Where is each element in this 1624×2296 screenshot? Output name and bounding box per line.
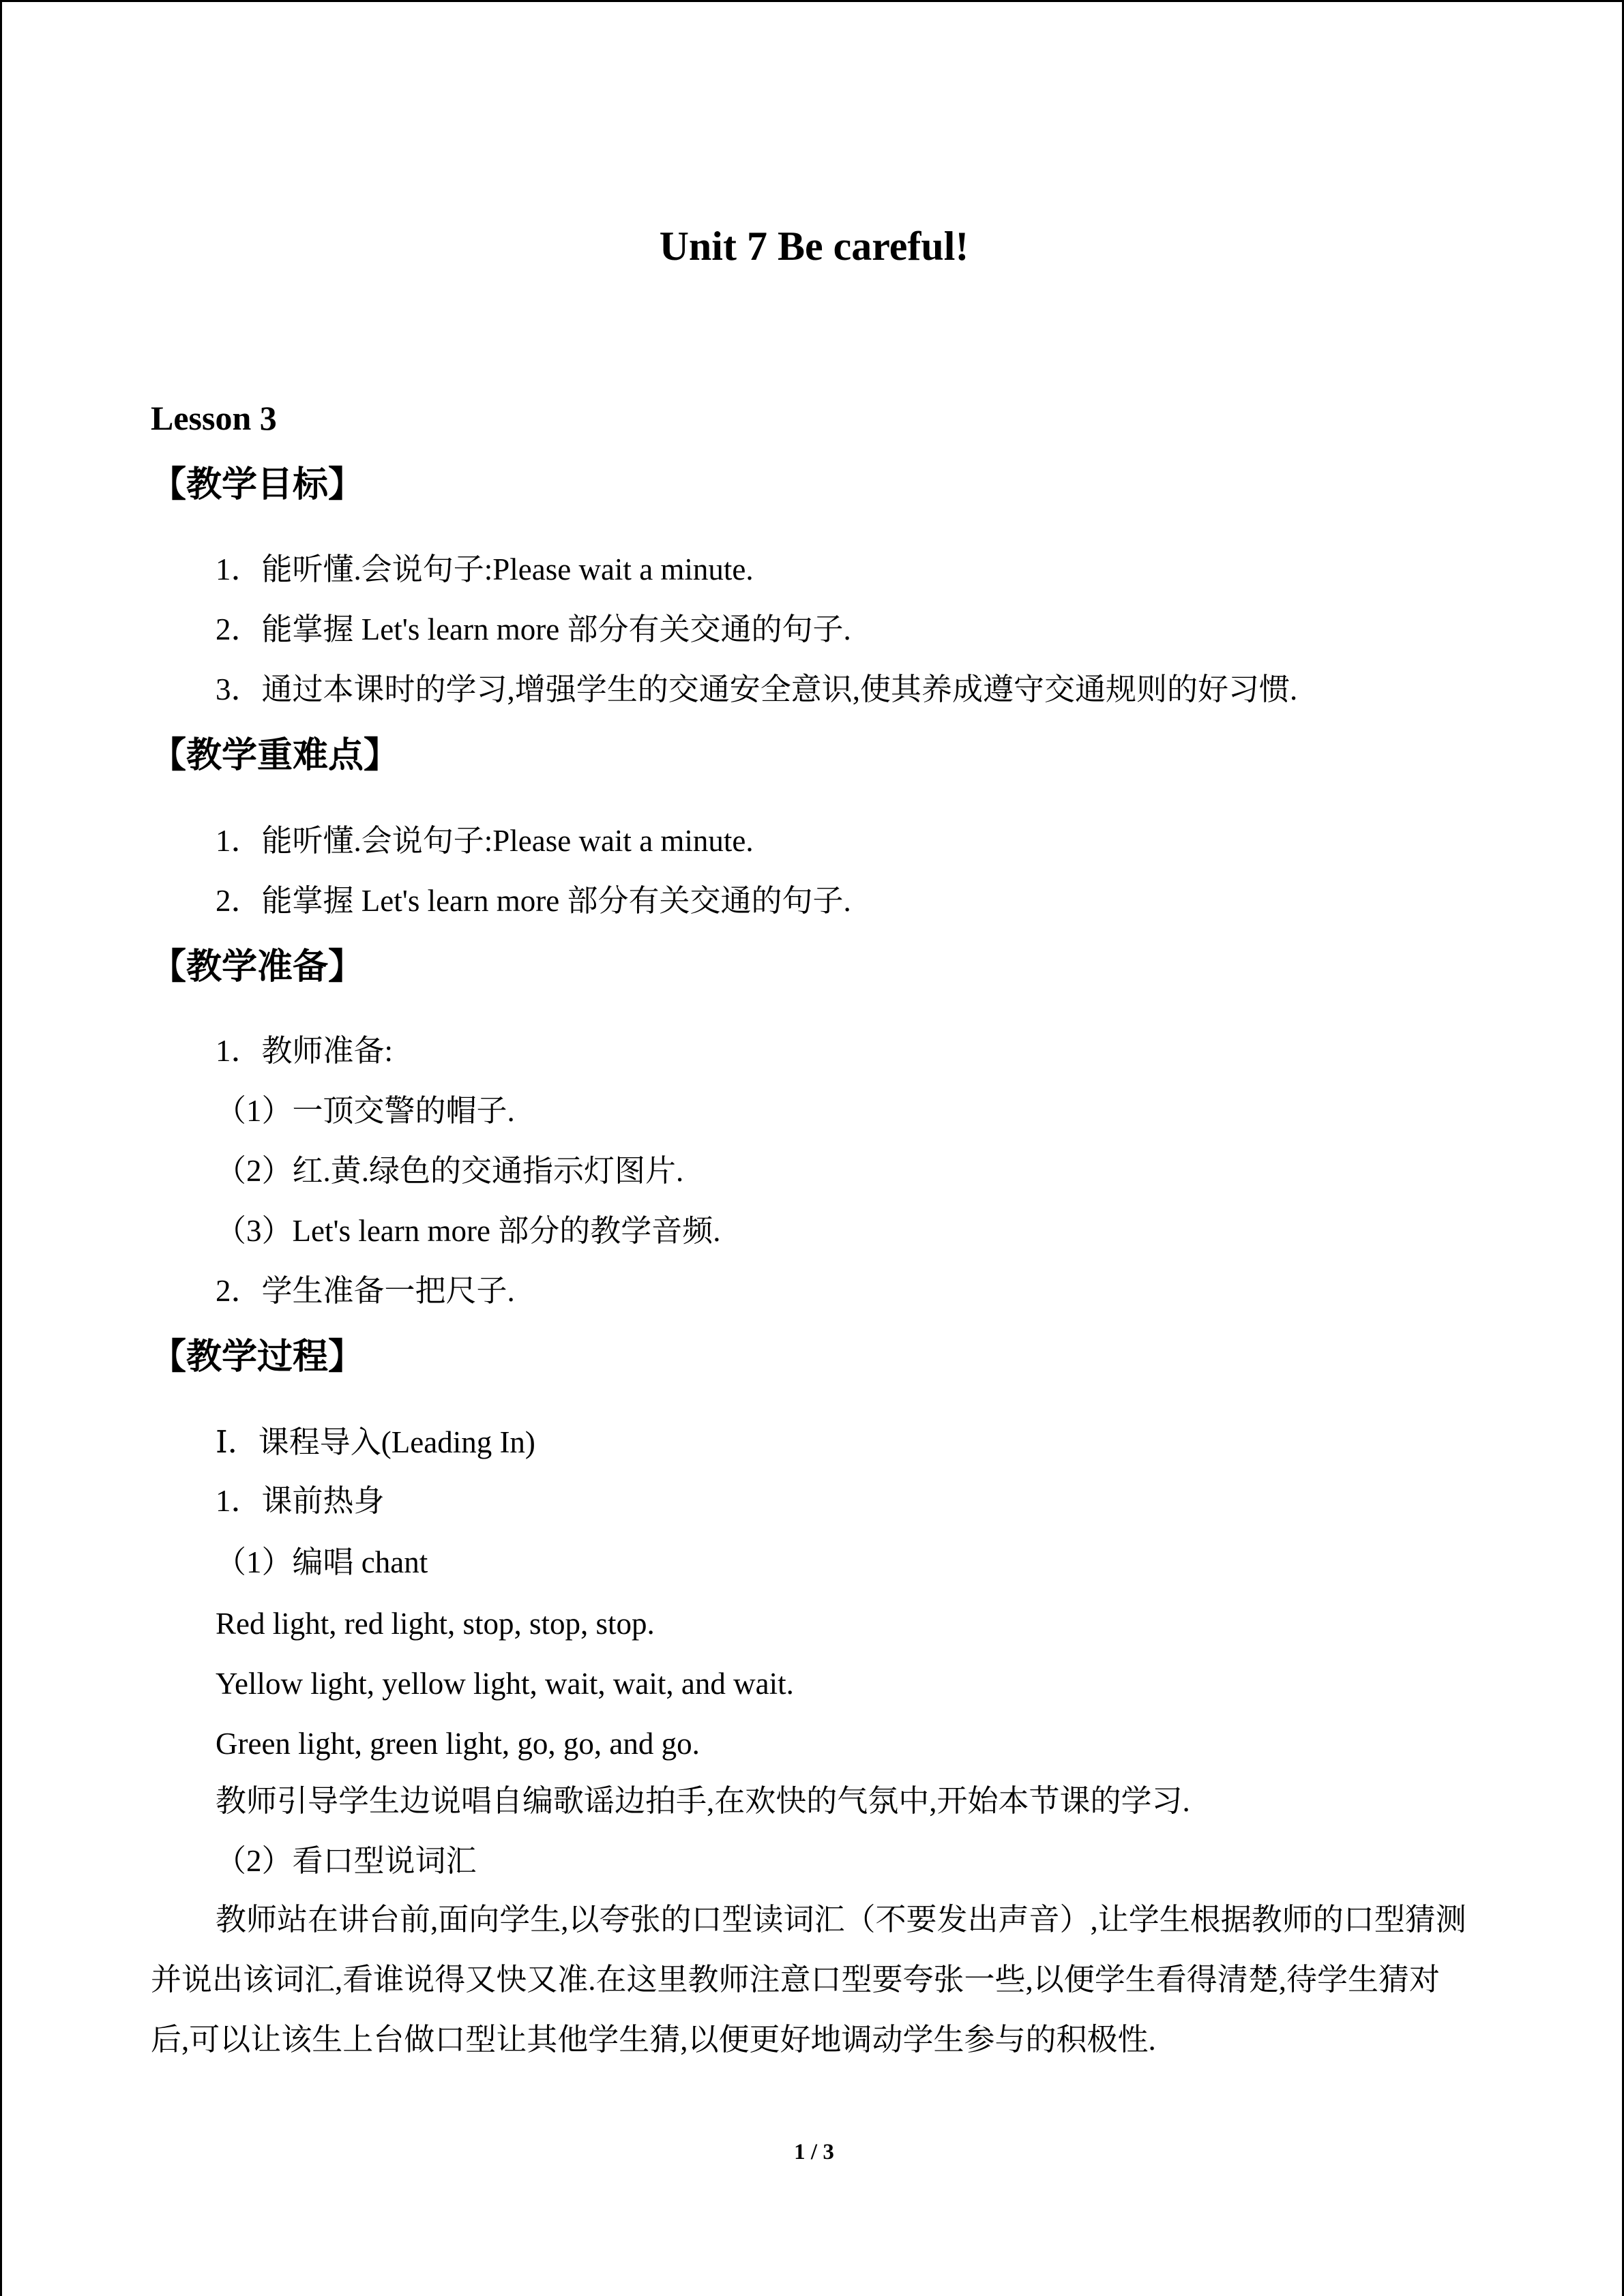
process-substep: （1）编唱 chant [216,1545,428,1579]
process-step: 1．课前热身 [216,1484,385,1518]
section-heading-objectives: 【教学目标】 [151,464,364,505]
chant-line: Green light, green light, go, go, and go. [216,1727,700,1761]
preparation-subitem: （3）Let's learn more 部分的教学音频. [216,1214,721,1248]
process-substep: （2）看口型说词汇 [216,1844,477,1878]
preparation-item: 1．教师准备: [216,1034,394,1068]
preparation-item: 2．学生准备一把尺子. [216,1274,515,1308]
lesson-label: Lesson 3 [151,399,277,437]
objective-item: 3．通过本课时的学习,增强学生的交通安全意识,使其养成遵守交通规则的好习惯. [216,672,1298,706]
preparation-subitem: （1）一顶交警的帽子. [216,1094,515,1128]
objective-item: 1．能听懂.会说句子:Please wait a minute. [216,552,754,586]
objective-item: 2．能掌握 Let's learn more 部分有关交通的句子. [216,612,851,646]
key-point-item: 1．能听懂.会说句子:Please wait a minute. [216,824,754,858]
page-number: 1 / 3 [794,2140,834,2164]
preparation-subitem: （2）红.黄.绿色的交通指示灯图片. [216,1154,684,1188]
chant-line: Yellow light, yellow light, wait, wait, and wait. [216,1667,794,1701]
document-title: Unit 7 Be careful! [659,224,969,269]
process-paragraph: 教师站在讲台前,面向学生,以夸张的口型读词汇（不要发出声音）,让学生根据教师的口型猜测并说出该词汇,看谁说得又快又准.在这里教师注意口型要夸张一些,以便学生看得清楚,待学生猜对后,可以让该生上台做口型让其他学生猜,以便更好地调动学生参与的积极性. [151,1903,1466,2057]
section-heading-process: 【教学过程】 [151,1337,364,1377]
section-heading-key-points: 【教学重难点】 [151,735,400,776]
process-note: 教师引导学生边说唱自编歌谣边拍手,在欢快的气氛中,开始本节课的学习. [216,1784,1190,1818]
process-step: Ⅰ．课程导入(Leading In) [216,1425,535,1459]
key-point-item: 2．能掌握 Let's learn more 部分有关交通的句子. [216,884,851,918]
section-heading-preparation: 【教学准备】 [151,946,364,987]
chant-line: Red light, red light, stop, stop, stop. [216,1607,655,1641]
